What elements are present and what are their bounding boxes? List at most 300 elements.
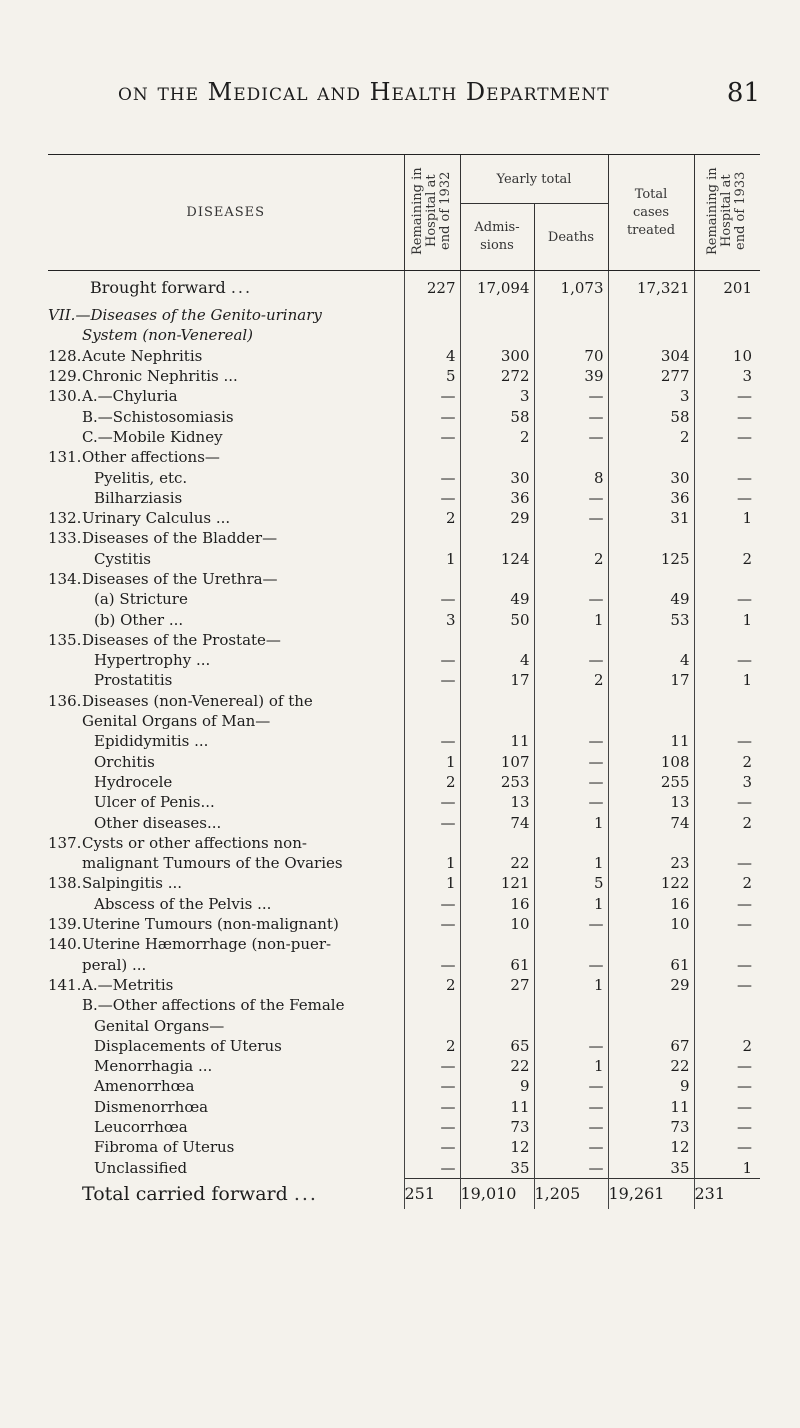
disease-label	[48, 1157, 404, 1178]
cell-rem-end: 3	[694, 772, 760, 792]
cell-rem: —	[404, 792, 460, 812]
row-number: 129.	[48, 367, 82, 386]
cell-adm	[460, 528, 534, 548]
cell-adm: 22	[460, 853, 534, 873]
cell-adm: 11	[460, 731, 534, 751]
disease-label	[48, 873, 404, 893]
row-number: 136.	[48, 691, 82, 710]
disease-label	[48, 508, 404, 528]
cell-adm: 121	[460, 873, 534, 893]
cell-deaths: —	[534, 386, 608, 406]
cell-deaths	[534, 691, 608, 711]
cell-adm: 22	[460, 1056, 534, 1076]
cell-total	[608, 995, 694, 1015]
cell-total	[608, 1015, 694, 1035]
table-row	[48, 1015, 760, 1035]
row-number: 135.	[48, 630, 82, 649]
row-number: 139.	[48, 915, 82, 934]
cell-rem-end: 2	[694, 549, 760, 569]
disease-label	[48, 549, 404, 569]
row-label-text: Amenorrhœa	[94, 1077, 195, 1096]
cell-adm: 12	[460, 1137, 534, 1157]
row-label-text: Urinary Calculus ...	[82, 509, 231, 528]
cell-rem: 1	[404, 752, 460, 772]
cell-total: 10	[608, 914, 694, 934]
cell-rem-end: —	[694, 467, 760, 487]
cell-rem-end: 2	[694, 812, 760, 832]
cell-adm: 13	[460, 792, 534, 812]
cell-deaths	[534, 528, 608, 548]
row-label-text: Ulcer of Penis...	[94, 793, 215, 812]
cell-adm	[460, 447, 534, 467]
cell-total: 58	[608, 406, 694, 426]
cell-deaths: —	[534, 731, 608, 751]
table-row	[48, 427, 760, 447]
table-row	[48, 630, 760, 650]
cell-total: 277	[608, 366, 694, 386]
row-label-text: (a) Stricture	[94, 590, 188, 609]
cell-total: 53	[608, 609, 694, 629]
cell-rem-end: 2	[694, 873, 760, 893]
cell-rem: —	[404, 650, 460, 670]
row-label-text: Diseases of the Urethra—	[82, 570, 278, 588]
table-row	[48, 609, 760, 629]
cell-adm	[460, 711, 534, 731]
disease-label	[48, 630, 404, 650]
row-label-text: B.—Schistosomiasis	[82, 407, 234, 426]
cell-deaths	[534, 1015, 608, 1035]
cell-rem-end: —	[694, 1056, 760, 1076]
row-label-text: Prostatitis	[94, 671, 173, 690]
cell-deaths	[534, 711, 608, 731]
total-row	[48, 1178, 760, 1209]
cell-deaths: —	[534, 1097, 608, 1117]
cell-deaths: —	[534, 752, 608, 772]
cell-total: 304	[608, 346, 694, 366]
disease-label	[48, 447, 404, 467]
table-row	[48, 549, 760, 569]
cell-rem: 5	[404, 366, 460, 386]
disease-label	[48, 1036, 404, 1056]
cell-adm: 27	[460, 975, 534, 995]
cell-deaths	[534, 630, 608, 650]
disease-label	[48, 589, 404, 609]
table-row	[48, 812, 760, 832]
cell-total: 49	[608, 589, 694, 609]
table-row	[48, 1076, 760, 1096]
disease-label	[48, 386, 404, 406]
cell-rem-end	[694, 630, 760, 650]
cell-total: 11	[608, 1097, 694, 1117]
row-number: 130.	[48, 387, 82, 406]
disease-label	[48, 792, 404, 812]
cell-rem: —	[404, 955, 460, 975]
cell-rem	[404, 691, 460, 711]
cell-adm	[460, 1015, 534, 1035]
cell-adm: 10	[460, 914, 534, 934]
cell-total: 255	[608, 772, 694, 792]
cell-rem-end: —	[694, 1137, 760, 1157]
row-label-text: Epididymitis ...	[94, 732, 209, 751]
cell-adm: 2	[460, 427, 534, 447]
col-total-cases-header: Total cases treated	[608, 155, 694, 271]
cell-total: 11	[608, 731, 694, 751]
cell-rem	[404, 1015, 460, 1035]
table-row	[48, 772, 760, 792]
table-row	[48, 1036, 760, 1056]
cell-rem-end: —	[694, 650, 760, 670]
disease-label	[48, 914, 404, 934]
cell-total: 122	[608, 873, 694, 893]
cell-rem	[404, 711, 460, 731]
cell-rem	[404, 934, 460, 954]
cell-deaths: 2	[534, 549, 608, 569]
table-row	[48, 894, 760, 914]
cell-rem	[404, 630, 460, 650]
disease-label	[48, 366, 404, 386]
cell-adm: 73	[460, 1117, 534, 1137]
table-row	[48, 589, 760, 609]
cell-adm: 30	[460, 467, 534, 487]
row-number: 128.	[48, 346, 82, 365]
cell-rem: —	[404, 1157, 460, 1178]
cell-rem: —	[404, 467, 460, 487]
table-row	[48, 955, 760, 975]
cell-rem: —	[404, 1056, 460, 1076]
cell-rem-end: 1	[694, 508, 760, 528]
disease-label	[48, 670, 404, 690]
table-row	[48, 650, 760, 670]
row-label-text: Hydrocele	[94, 772, 173, 791]
disease-label	[48, 488, 404, 508]
cell-deaths: —	[534, 914, 608, 934]
cell-rem: 2	[404, 772, 460, 792]
row-label-text: Uterine Tumours (non-malignant)	[82, 915, 339, 934]
cell-deaths: —	[534, 508, 608, 528]
cell-rem-end: 1	[694, 670, 760, 690]
table-row	[48, 569, 760, 589]
cell-adm: 3	[460, 386, 534, 406]
cell-rem: —	[404, 731, 460, 751]
cell-rem: 4	[404, 346, 460, 366]
row-label-text: Menorrhagia ...	[94, 1057, 213, 1076]
cell-rem-end	[694, 691, 760, 711]
row-number: 132.	[48, 509, 82, 528]
cell-adm: 36	[460, 488, 534, 508]
row-label-text: Dismenorrhœa	[94, 1097, 209, 1116]
cell-total: 125	[608, 549, 694, 569]
row-number: 138.	[48, 874, 82, 893]
total-adm: 19,010	[460, 1178, 534, 1209]
cell-rem-end: 1	[694, 609, 760, 629]
row-label-text: Uterine Hæmorrhage (non-puer-	[82, 935, 332, 954]
brought-adm: 17,094	[460, 271, 534, 306]
cell-adm: 61	[460, 955, 534, 975]
cell-rem: —	[404, 1117, 460, 1137]
cell-rem: 2	[404, 1036, 460, 1056]
cell-total: 67	[608, 1036, 694, 1056]
brought-rem-end: 201	[694, 271, 760, 306]
row-label-text: Diseases (non-Venereal) of the	[82, 691, 313, 710]
cell-rem: 2	[404, 508, 460, 528]
cell-rem-end: —	[694, 731, 760, 751]
cell-total: 17	[608, 670, 694, 690]
disease-label	[48, 975, 404, 995]
cell-rem	[404, 569, 460, 589]
cell-rem: 1	[404, 853, 460, 873]
row-label-text: Chronic Nephritis ...	[82, 367, 238, 386]
disease-label	[48, 346, 404, 366]
cell-total	[608, 528, 694, 548]
disease-label	[48, 1117, 404, 1137]
disease-label	[48, 1097, 404, 1117]
row-label-text: malignant Tumours of the Ovaries	[82, 854, 343, 873]
cell-total: 3	[608, 386, 694, 406]
row-label-text: Orchitis	[94, 752, 155, 771]
cell-rem	[404, 995, 460, 1015]
row-label-text: Other diseases...	[94, 813, 222, 832]
cell-total: 16	[608, 894, 694, 914]
disease-label	[48, 1076, 404, 1096]
cell-adm: 58	[460, 406, 534, 426]
cell-deaths	[534, 447, 608, 467]
table-row	[48, 366, 760, 386]
row-label-text: Diseases of the Bladder—	[82, 529, 278, 548]
table-row	[48, 833, 760, 853]
page-number: 81	[726, 78, 760, 108]
table-row	[48, 711, 760, 731]
cell-rem: —	[404, 812, 460, 832]
cell-rem-end: 1	[694, 1157, 760, 1178]
cell-rem: 1	[404, 549, 460, 569]
table-row	[48, 467, 760, 487]
row-label-text: Diseases of the Prostate—	[82, 630, 281, 649]
cell-rem-end	[694, 711, 760, 731]
cell-deaths: —	[534, 589, 608, 609]
cell-adm: 29	[460, 508, 534, 528]
brought-forward-row	[48, 271, 760, 306]
cell-rem-end: —	[694, 488, 760, 508]
cell-rem-end	[694, 934, 760, 954]
cell-total: 4	[608, 650, 694, 670]
cell-adm	[460, 630, 534, 650]
cell-rem-end: —	[694, 955, 760, 975]
cell-deaths: 1	[534, 853, 608, 873]
cell-deaths: —	[534, 1157, 608, 1178]
row-label-text: Genital Organs—	[94, 1016, 225, 1035]
cell-rem: —	[404, 406, 460, 426]
cell-deaths	[534, 934, 608, 954]
disease-label	[48, 1015, 404, 1035]
total-rem: 251	[404, 1178, 460, 1209]
cell-total: 2	[608, 427, 694, 447]
cell-total: 9	[608, 1076, 694, 1096]
row-label-text: Bilharziasis	[94, 488, 183, 507]
cell-rem-end	[694, 995, 760, 1015]
row-label-text: A.—Chyluria	[82, 387, 178, 406]
table-row	[48, 914, 760, 934]
cell-rem: 2	[404, 975, 460, 995]
cell-rem-end: —	[694, 427, 760, 447]
cell-deaths: 2	[534, 670, 608, 690]
row-label-text: C.—Mobile Kidney	[82, 427, 223, 446]
table-row	[48, 731, 760, 751]
cell-adm: 17	[460, 670, 534, 690]
row-label-text: Displacements of Uterus	[94, 1036, 282, 1055]
row-label-text: Genital Organs of Man—	[82, 712, 271, 731]
cell-deaths: —	[534, 1137, 608, 1157]
disease-label	[48, 528, 404, 548]
table-row	[48, 1097, 760, 1117]
cell-rem-end: —	[694, 1117, 760, 1137]
row-number: 137.	[48, 833, 82, 852]
table-row	[48, 995, 760, 1015]
cell-deaths: 5	[534, 873, 608, 893]
disease-label	[48, 609, 404, 629]
brought-deaths: 1,073	[534, 271, 608, 306]
disease-label	[48, 812, 404, 832]
cell-deaths: 1	[534, 609, 608, 629]
cell-deaths	[534, 569, 608, 589]
running-head: on the Medical and Health Department	[118, 78, 610, 106]
col-yearly-total-header: Yearly total	[460, 155, 608, 204]
cell-total: 74	[608, 812, 694, 832]
cell-rem-end: —	[694, 853, 760, 873]
table-row	[48, 975, 760, 995]
table-row	[48, 670, 760, 690]
cell-rem: —	[404, 488, 460, 508]
cell-rem-end: —	[694, 792, 760, 812]
total-rem-end: 231	[694, 1178, 760, 1209]
cell-adm	[460, 934, 534, 954]
cell-total: 36	[608, 488, 694, 508]
cell-total: 108	[608, 752, 694, 772]
col-remaining-end-header: Remaining in Hospital at end of 1933	[694, 155, 760, 271]
cell-rem: —	[404, 1137, 460, 1157]
disease-label	[48, 427, 404, 447]
cell-rem: —	[404, 1076, 460, 1096]
cell-adm: 65	[460, 1036, 534, 1056]
cell-rem: —	[404, 386, 460, 406]
table-row	[48, 447, 760, 467]
cell-total	[608, 447, 694, 467]
cell-rem-end: —	[694, 975, 760, 995]
cell-deaths: —	[534, 650, 608, 670]
cell-rem-end	[694, 569, 760, 589]
row-label-text: B.—Other affections of the Female	[82, 996, 345, 1015]
cell-deaths: —	[534, 427, 608, 447]
table-row	[48, 934, 760, 954]
cell-adm	[460, 569, 534, 589]
brought-rem: 227	[404, 271, 460, 306]
disease-label	[48, 731, 404, 751]
section-subtitle: System (non-Venereal)	[82, 326, 254, 345]
cell-adm: 49	[460, 589, 534, 609]
cell-total	[608, 569, 694, 589]
cell-rem-end: 10	[694, 346, 760, 366]
cell-deaths	[534, 995, 608, 1015]
row-label-text: Acute Nephritis	[82, 346, 203, 365]
disease-label	[48, 934, 404, 954]
cell-rem-end: —	[694, 589, 760, 609]
cell-rem-end	[694, 833, 760, 853]
total-label: Total carried forward ...	[82, 1182, 318, 1205]
table-row	[48, 873, 760, 893]
disease-label	[48, 853, 404, 873]
col-deaths-header: Deaths	[534, 204, 608, 271]
cell-rem: —	[404, 670, 460, 690]
cell-total: 30	[608, 467, 694, 487]
disease-label	[48, 406, 404, 426]
cell-deaths: 39	[534, 366, 608, 386]
table-row	[48, 386, 760, 406]
cell-adm	[460, 691, 534, 711]
disease-table	[48, 155, 760, 1209]
col-remaining-start-header: Remaining in Hospital at end of 1932	[404, 155, 460, 271]
total-total: 19,261	[608, 1178, 694, 1209]
cell-adm	[460, 995, 534, 1015]
cell-total: 22	[608, 1056, 694, 1076]
cell-total: 12	[608, 1137, 694, 1157]
section-title: VII.—Diseases of the Genito-urinary	[48, 306, 322, 325]
cell-adm: 50	[460, 609, 534, 629]
table-row	[48, 528, 760, 548]
cell-deaths	[534, 833, 608, 853]
table-row	[48, 1056, 760, 1076]
row-number: 131.	[48, 448, 82, 467]
page-header	[40, 78, 760, 108]
cell-adm: 35	[460, 1157, 534, 1178]
cell-total	[608, 691, 694, 711]
cell-deaths: —	[534, 1036, 608, 1056]
cell-total: 23	[608, 853, 694, 873]
cell-rem-end: —	[694, 406, 760, 426]
cell-total	[608, 833, 694, 853]
disease-label	[48, 955, 404, 975]
cell-rem: —	[404, 894, 460, 914]
disease-label	[48, 995, 404, 1015]
cell-rem-end: 3	[694, 366, 760, 386]
cell-total: 29	[608, 975, 694, 995]
cell-adm: 272	[460, 366, 534, 386]
disease-label	[48, 752, 404, 772]
cell-deaths: —	[534, 406, 608, 426]
row-label-text: Fibroma of Uterus	[94, 1138, 235, 1157]
row-number: 141.	[48, 975, 82, 994]
cell-rem-end	[694, 528, 760, 548]
table-row	[48, 691, 760, 711]
row-label-text: peral) ...	[82, 955, 147, 974]
cell-deaths: —	[534, 955, 608, 975]
cell-rem-end: 2	[694, 752, 760, 772]
row-label-text: (b) Other ...	[94, 610, 184, 629]
table-row	[48, 406, 760, 426]
row-label-text: Pyelitis, etc.	[94, 468, 188, 487]
disease-label	[48, 711, 404, 731]
cell-adm: 107	[460, 752, 534, 772]
brought-forward-label: Brought forward ...	[90, 278, 253, 297]
disease-label	[48, 650, 404, 670]
section-title-row	[48, 305, 760, 325]
row-label-text: Salpingitis ...	[82, 874, 183, 893]
cell-deaths: —	[534, 488, 608, 508]
cell-rem	[404, 528, 460, 548]
table-row	[48, 792, 760, 812]
cell-adm: 4	[460, 650, 534, 670]
cell-adm	[460, 833, 534, 853]
cell-rem: —	[404, 914, 460, 934]
row-label-text: Leucorrhœa	[94, 1118, 188, 1137]
